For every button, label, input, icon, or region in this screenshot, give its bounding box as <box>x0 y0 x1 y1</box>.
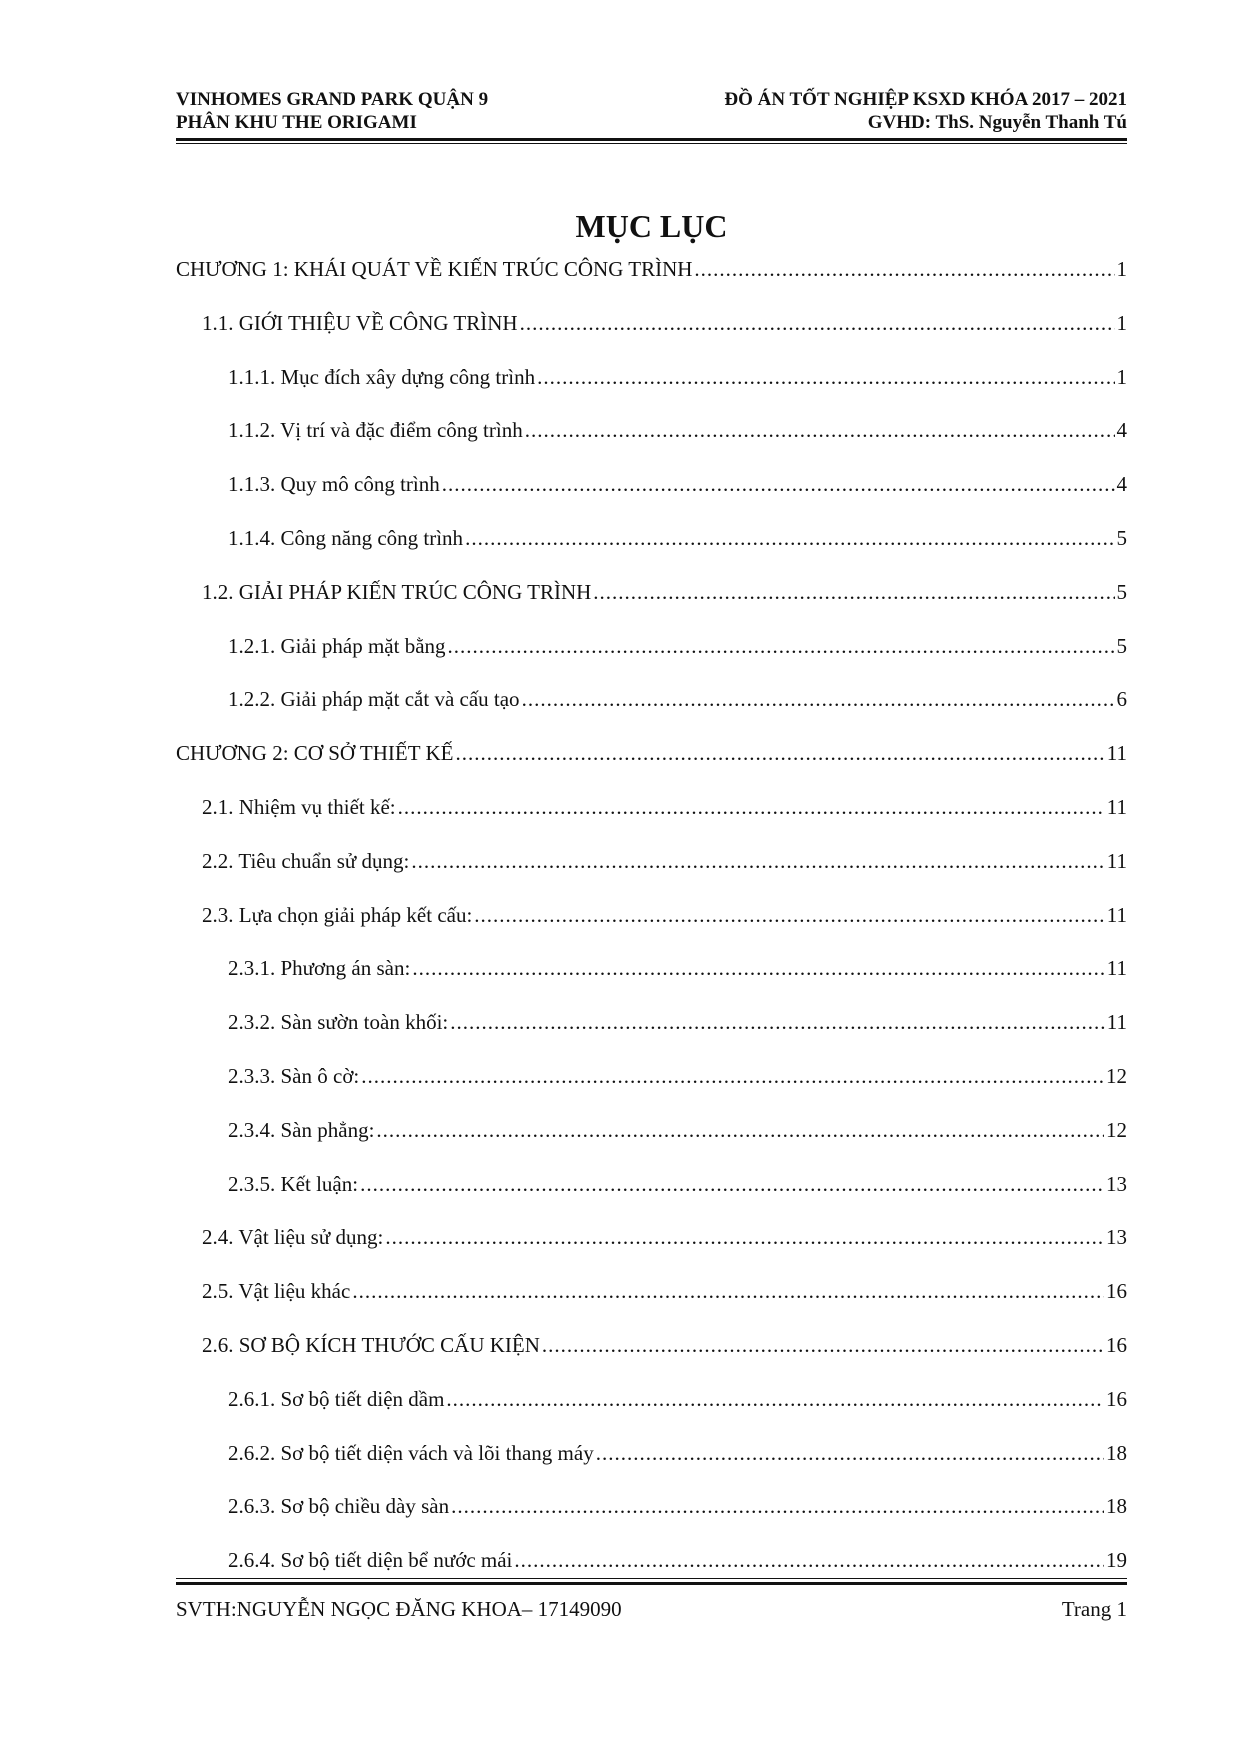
page-title: MỤC LỤC <box>575 208 728 244</box>
toc-entry[interactable] <box>176 579 1127 633</box>
toc-leader-dots <box>361 1063 1104 1089</box>
toc-leader-dots <box>446 1386 1104 1412</box>
toc-entry-label: 1.1.3. Quy mô công trình <box>228 472 440 497</box>
header-line-1 <box>176 88 1127 111</box>
toc-leader-dots <box>525 417 1115 443</box>
header-subdivision: PHÂN KHU THE ORIGAMI <box>176 112 417 133</box>
toc-entry-page: 18 <box>1106 1440 1127 1465</box>
toc-entry-label: 1.2.2. Giải pháp mặt cắt và cấu tạo <box>228 687 520 712</box>
toc-entry-page: 5 <box>1116 633 1127 658</box>
toc-entry-label: CHƯƠNG 1: KHÁI QUÁT VỀ KIẾN TRÚC CÔNG TRÌNH <box>176 257 693 281</box>
toc-entry[interactable] <box>176 471 1127 525</box>
toc-leader-dots <box>474 902 1104 928</box>
toc-entry[interactable] <box>176 417 1127 471</box>
toc-entry-page: 11 <box>1106 794 1127 819</box>
toc-leader-dots <box>520 310 1115 336</box>
toc-entry-label: 2.3.1. Phương án sàn: <box>228 956 411 981</box>
toc-entry[interactable] <box>176 364 1127 418</box>
toc-entry-label: 1.2. GIẢI PHÁP KIẾN TRÚC CÔNG TRÌNH <box>202 579 592 604</box>
toc-entry-page: 16 <box>1106 1386 1127 1411</box>
toc-entry-page: 5 <box>1116 579 1127 604</box>
toc-entry[interactable] <box>176 1009 1127 1063</box>
footer-rule-thick <box>176 1582 1127 1585</box>
toc-entry-label: 2.3.3. Sàn ô cờ: <box>228 1063 360 1088</box>
toc-entry-page: 11 <box>1106 741 1127 766</box>
toc-leader-dots <box>411 848 1104 874</box>
toc-entry-label: 2.5. Vật liệu khác <box>202 1279 351 1304</box>
header-rule-thin <box>176 143 1127 144</box>
toc-entry-page: 18 <box>1106 1494 1127 1519</box>
toc-leader-dots <box>465 525 1114 551</box>
toc-entry-label: 2.6.3. Sơ bộ chiều dày sàn <box>228 1494 450 1519</box>
toc-entry[interactable] <box>176 1224 1127 1278</box>
toc-entry-page: 1 <box>1116 364 1127 389</box>
toc-entry[interactable] <box>176 740 1127 794</box>
toc-entry[interactable] <box>176 1117 1127 1171</box>
toc-leader-dots <box>398 794 1105 820</box>
toc-leader-dots <box>360 1171 1104 1197</box>
toc-entry-page: 11 <box>1106 848 1127 873</box>
toc-entry-label: 2.6. SƠ BỘ KÍCH THƯỚC CẤU KIỆN <box>202 1332 540 1357</box>
toc-leader-dots <box>451 1493 1104 1519</box>
toc-leader-dots <box>448 633 1115 659</box>
toc-entry-page: 11 <box>1106 902 1127 927</box>
toc-entry-label: 1.1.2. Vị trí và đặc điểm công trình <box>228 418 523 443</box>
toc-entry[interactable] <box>176 310 1127 364</box>
toc-entry[interactable] <box>176 633 1127 687</box>
toc-entry-label: 2.3.4. Sàn phẳng: <box>228 1117 375 1142</box>
footer-page-number: Trang 1 <box>1061 1597 1127 1621</box>
toc-leader-dots <box>694 256 1114 282</box>
toc-entry-page: 16 <box>1106 1332 1127 1357</box>
footer-text <box>176 1596 1127 1622</box>
toc-entry-page: 1 <box>1116 310 1127 335</box>
toc-entry-label: 2.2. Tiêu chuẩn sử dụng: <box>202 848 410 873</box>
page-header <box>176 88 1127 144</box>
toc-entry-page: 11 <box>1106 1010 1127 1035</box>
toc-entry-page: 1 <box>1116 257 1127 281</box>
header-advisor: GVHD: ThS. Nguyễn Thanh Tú <box>867 112 1127 133</box>
toc-entry-page: 4 <box>1116 472 1127 497</box>
toc-entry[interactable] <box>176 848 1127 902</box>
footer-student: SVTH:NGUYỄN NGỌC ĐĂNG KHOA– 17149090 <box>176 1597 622 1621</box>
toc-entry[interactable] <box>176 256 1127 310</box>
toc-entry[interactable] <box>176 1386 1127 1440</box>
toc-leader-dots <box>522 686 1115 712</box>
toc-entry[interactable] <box>176 1440 1127 1494</box>
toc-entry-page: 13 <box>1106 1171 1127 1196</box>
toc-entry[interactable] <box>176 902 1127 956</box>
toc-entry[interactable] <box>176 1332 1127 1386</box>
toc-entry[interactable] <box>176 1063 1127 1117</box>
toc-entry-page: 16 <box>1106 1279 1127 1304</box>
toc-entry-page: 4 <box>1116 418 1127 443</box>
toc-leader-dots <box>593 579 1114 605</box>
toc-entry-label: 2.3.5. Kết luận: <box>228 1171 359 1196</box>
toc-entry-label: 2.3.2. Sàn sườn toàn khối: <box>228 1010 449 1035</box>
toc-leader-dots <box>450 1009 1105 1035</box>
table-of-contents <box>176 256 1127 1601</box>
toc-leader-dots <box>455 740 1104 766</box>
header-rule-thick <box>176 138 1127 141</box>
toc-entry-label: 1.1. GIỚI THIỆU VỀ CÔNG TRÌNH <box>202 310 518 335</box>
toc-entry-page: 12 <box>1106 1063 1127 1088</box>
toc-leader-dots <box>514 1547 1104 1573</box>
toc-entry-page: 13 <box>1106 1225 1127 1250</box>
toc-entry-label: 1.1.1. Mục đích xây dựng công trình <box>228 364 536 389</box>
header-line-2 <box>176 111 1127 134</box>
toc-entry-label: 1.2.1. Giải pháp mặt bằng <box>228 633 446 658</box>
toc-entry-page: 6 <box>1116 687 1127 712</box>
toc-leader-dots <box>352 1278 1104 1304</box>
header-thesis-title: ĐỒ ÁN TỐT NGHIỆP KSXD KHÓA 2017 – 2021 <box>724 89 1127 110</box>
toc-leader-dots <box>542 1332 1104 1358</box>
toc-entry[interactable] <box>176 525 1127 579</box>
footer-rule-thin <box>176 1578 1127 1579</box>
toc-entry[interactable] <box>176 686 1127 740</box>
toc-entry-label: 2.6.2. Sơ bộ tiết diện vách và lõi thang máy <box>228 1440 594 1465</box>
toc-leader-dots <box>442 471 1115 497</box>
toc-entry-page: 12 <box>1106 1117 1127 1142</box>
toc-entry-page: 5 <box>1116 525 1127 550</box>
toc-entry[interactable] <box>176 955 1127 1009</box>
toc-entry-label: 2.3. Lựa chọn giải pháp kết cấu: <box>202 902 473 927</box>
toc-leader-dots <box>537 364 1114 390</box>
toc-entry-page: 19 <box>1106 1548 1127 1573</box>
toc-entry[interactable] <box>176 1171 1127 1225</box>
toc-leader-dots <box>376 1117 1104 1143</box>
toc-entry-page: 11 <box>1106 956 1127 981</box>
toc-leader-dots <box>412 955 1104 981</box>
toc-entry[interactable] <box>176 794 1127 848</box>
toc-entry-label: 1.1.4. Công năng công trình <box>228 525 464 550</box>
toc-entry[interactable] <box>176 1278 1127 1332</box>
toc-entry[interactable] <box>176 1493 1127 1547</box>
toc-leader-dots <box>385 1224 1104 1250</box>
toc-entry-label: CHƯƠNG 2: CƠ SỞ THIẾT KẾ <box>176 741 454 766</box>
toc-entry-label: 2.6.4. Sơ bộ tiết diện bể nước mái <box>228 1548 513 1573</box>
header-project-name: VINHOMES GRAND PARK QUẬN 9 <box>176 89 489 110</box>
toc-leader-dots <box>596 1440 1104 1466</box>
toc-entry-label: 2.6.1. Sơ bộ tiết diện dầm <box>228 1386 445 1411</box>
toc-entry-label: 2.4. Vật liệu sử dụng: <box>202 1225 384 1250</box>
toc-entry-label: 2.1. Nhiệm vụ thiết kế: <box>202 794 396 819</box>
toc-entry[interactable] <box>176 1547 1127 1601</box>
